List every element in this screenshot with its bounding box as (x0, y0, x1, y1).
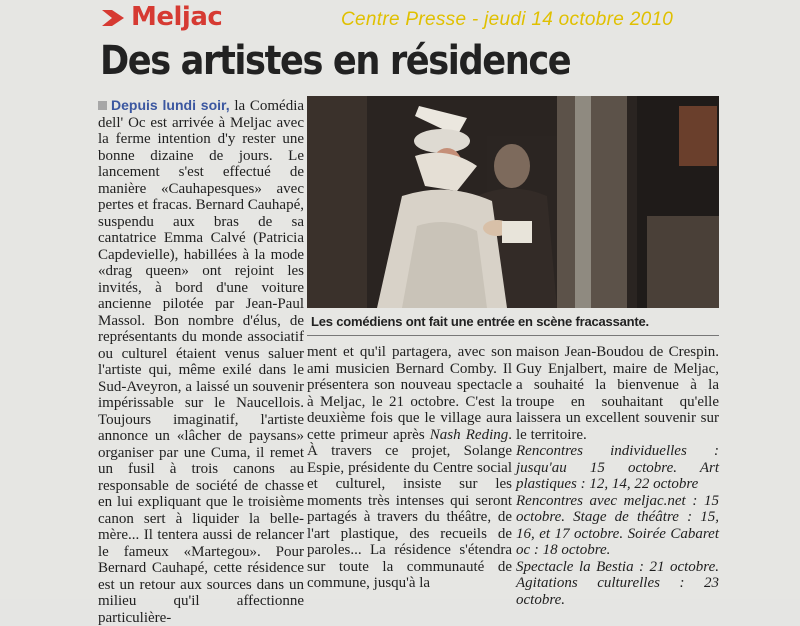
schedule-item: Rencontres avec meljac.net : 15 octobre. Stage de théâtre : 15, 16, et 17 octobre. Soirée Cabaret oc : 18 octobre. (516, 492, 719, 558)
arrow-right-icon (101, 8, 125, 28)
schedule-item: Spectacle la Bestia : 21 octobre. Agitations culturelles : 23 octobre. (516, 558, 719, 608)
caption-divider (307, 335, 719, 336)
article-column-2 (307, 344, 512, 592)
square-bullet-icon (98, 101, 107, 110)
column-2-text-b: . À travers ce projet, Solange Espie, présidente du Centre social et culturel, insiste sur les moments très intenses qui seront partagés à travers du théâtre, de l'art plastique, des recueils de paroles... La résidence s'étendra sur toute la communauté de commune, jusqu'à la (307, 426, 512, 591)
source-line: Centre Presse - jeudi 14 octobre 2010 (341, 9, 674, 30)
article-column-1 (98, 97, 304, 626)
headline: Des artistes en résidence (100, 38, 571, 84)
section-title: Meljac (131, 2, 223, 32)
photo-caption: Les comédiens ont fait une entrée en scène fracassante. (311, 314, 649, 329)
lead-text: Depuis lundi soir, (111, 97, 230, 113)
actors-photo-illustration (307, 96, 719, 308)
column-3-text: maison Jean-Boudou de Crespin. Guy Enjalbert, maire de Meljac, a souhaité la bienvenue à la troupe en souhaitant qu'elle laissera un excellent souvenir sur le territoire. (516, 344, 719, 443)
column-2-text-a: ment et qu'il partagera, avec son ami musicien Bernard Comby. Il présentera son nouveau spectacle à Meljac, le 21 octobre. C'est la deuxième fois que le village aura cette primeur après (307, 344, 512, 443)
column-1-text: la Comédia dell' Oc est arrivée à Meljac avec la ferme intention d'y rester une bonne dizaine de jours. Le lancement s'est effectué de manière «Cauhapesques» avec pertes et fracas. Bernard Cauhapé, suspendu aux bras de sa cantatrice Emma Calvé (Patricia Capdevielle), habillées à la mode «drag queen» ont rejoint les invités, à bord d'une voiture ancienne pilotée par Jean-Paul Massol. Bon nombre d'élus, de représentants du monde associatif ou culturel étaient venus saluer l'artiste qui, même exilé dans le Sud-Aveyron, a laissé un souvenir impérissable sur le Naucellois. Toujours imaginatif, l'artiste annonce un «lâcher de paysans» organiser par une Cuma, il remet un fusil à trois canons au responsable de société de chasse en lui expliquant que le troisième canon sert à liquider la belle-mère... Il tentera aussi de relancer le fameux «Martegou». Pour Bernard Cauhapé, cette résidence est un retour aux sources dans un milieu qu'il affectionne particulière- (98, 98, 305, 626)
schedule-item: Rencontres individuelles : jusqu'au 15 octobre. Art plastiques : 12, 14, 22 octobre (516, 443, 719, 492)
show-title: Nash Reding (429, 426, 509, 443)
article-photo (307, 96, 719, 308)
article-column-3 (516, 344, 719, 608)
header-band (0, 0, 800, 38)
